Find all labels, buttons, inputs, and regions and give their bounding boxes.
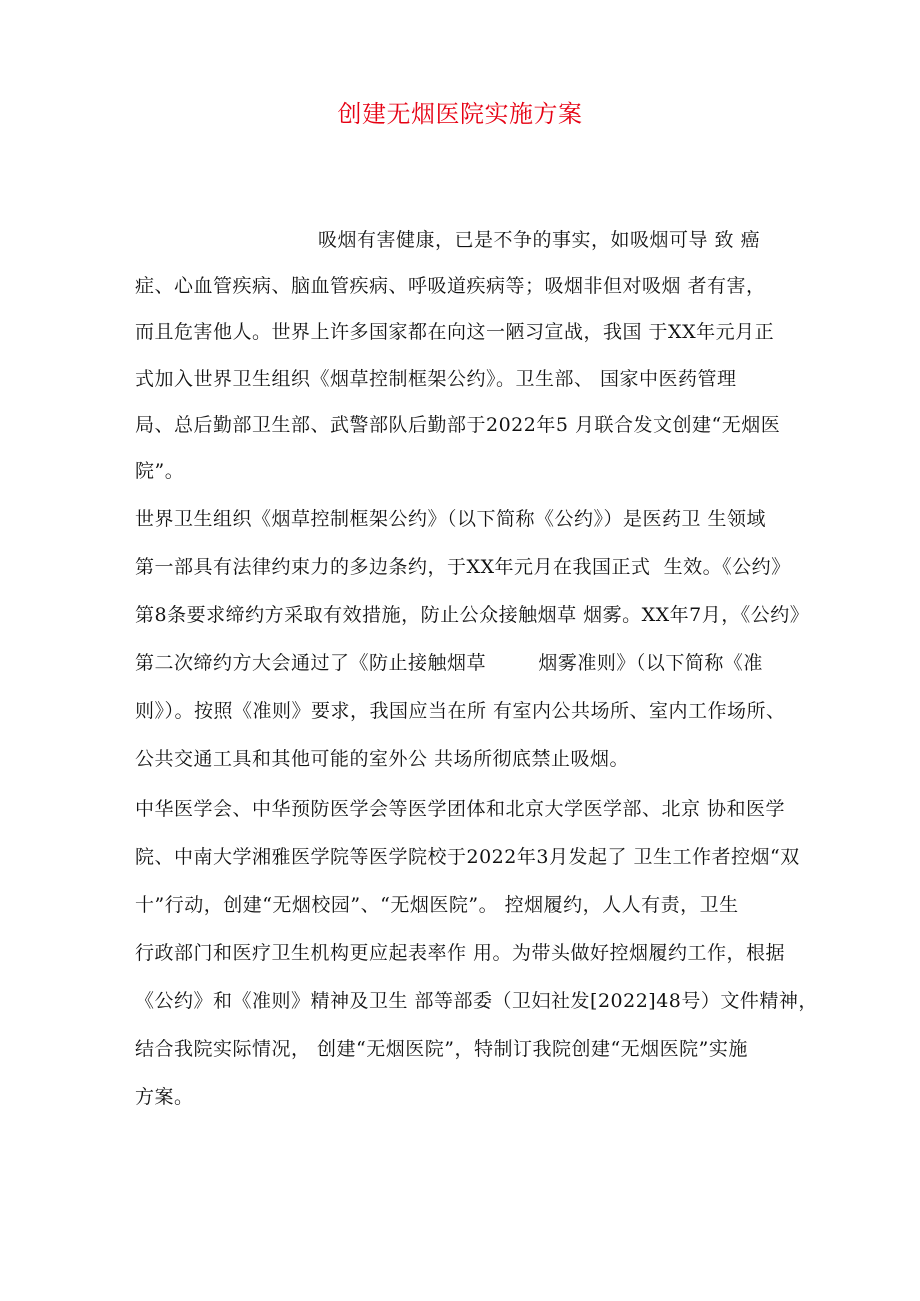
paragraph-line: 院”。 bbox=[135, 460, 185, 482]
paragraph-line: 式加入世界卫生组织《烟草控制框架公约》。卫生部、 国家中医药管理 bbox=[135, 368, 737, 390]
paragraph-line: 中华医学会、中华预防医学会等医学团体和北京大学医学部、北京 协和医学 bbox=[135, 798, 786, 820]
paragraph-line: 则》）。按照《准则》要求，我国应当在所 有室内公共场所、室内工作场所、 bbox=[135, 700, 786, 722]
paragraph-line: 结合我院实际情况， 创建“无烟医院”，特制订我院创建“无烟医院”实施 bbox=[135, 1038, 748, 1060]
paragraph-line: 第一部具有法律约束力的多边条约，于XX年元月在我国正式 生效。《公约》 bbox=[135, 556, 791, 578]
paragraph-line: 第8条要求缔约方采取有效措施，防止公众接触烟草 烟雾。XX年7月，《公约》 bbox=[135, 604, 810, 626]
paragraph-line: 公共交通工具和其他可能的室外公 共场所彻底禁止吸烟。 bbox=[135, 748, 630, 770]
paragraph-line: 吸烟有害健康，已是不争的事实，如吸烟可导 致 癌 bbox=[318, 229, 761, 251]
paragraph-line: 局、总后勤部卫生部、武警部队后勤部于2022年5 月联合发文创建“无烟医 bbox=[135, 414, 781, 436]
paragraph-line: 方案。 bbox=[135, 1086, 194, 1108]
paragraph-line: 《公约》和《准则》精神及卫生 部等部委（卫妇社发[2022]48号）文件精神， bbox=[135, 990, 818, 1012]
document-title: 创建无烟医院实施方案 bbox=[337, 100, 583, 128]
paragraph-line: 症、心血管疾病、脑血管疾病、呼吸道疾病等；吸烟非但对吸烟 者有害， bbox=[135, 275, 766, 297]
paragraph-line: 行政部门和医疗卫生机构更应起表率作 用。为带头做好控烟履约工作，根据 bbox=[135, 942, 786, 964]
paragraph-line: 十”行动，创建“无烟校园”、“无烟医院”。 控烟履约，人人有责，卫生 bbox=[135, 894, 739, 916]
paragraph-line: 而且危害他人。世界上许多国家都在向这一陋习宣战，我国 于XX年元月正 bbox=[135, 321, 775, 343]
paragraph-line: 世界卫生组织《烟草控制框架公约》（以下简称《公约》）是医药卫 生领域 bbox=[135, 508, 767, 530]
paragraph-line: 院、中南大学湘雅医学院等医学院校于2022年3月发起了 卫生工作者控烟“双 bbox=[135, 846, 800, 868]
paragraph-line: 第二次缔约方大会通过了《防止接触烟草 烟雾准则》（以下简称《准 bbox=[135, 652, 763, 674]
